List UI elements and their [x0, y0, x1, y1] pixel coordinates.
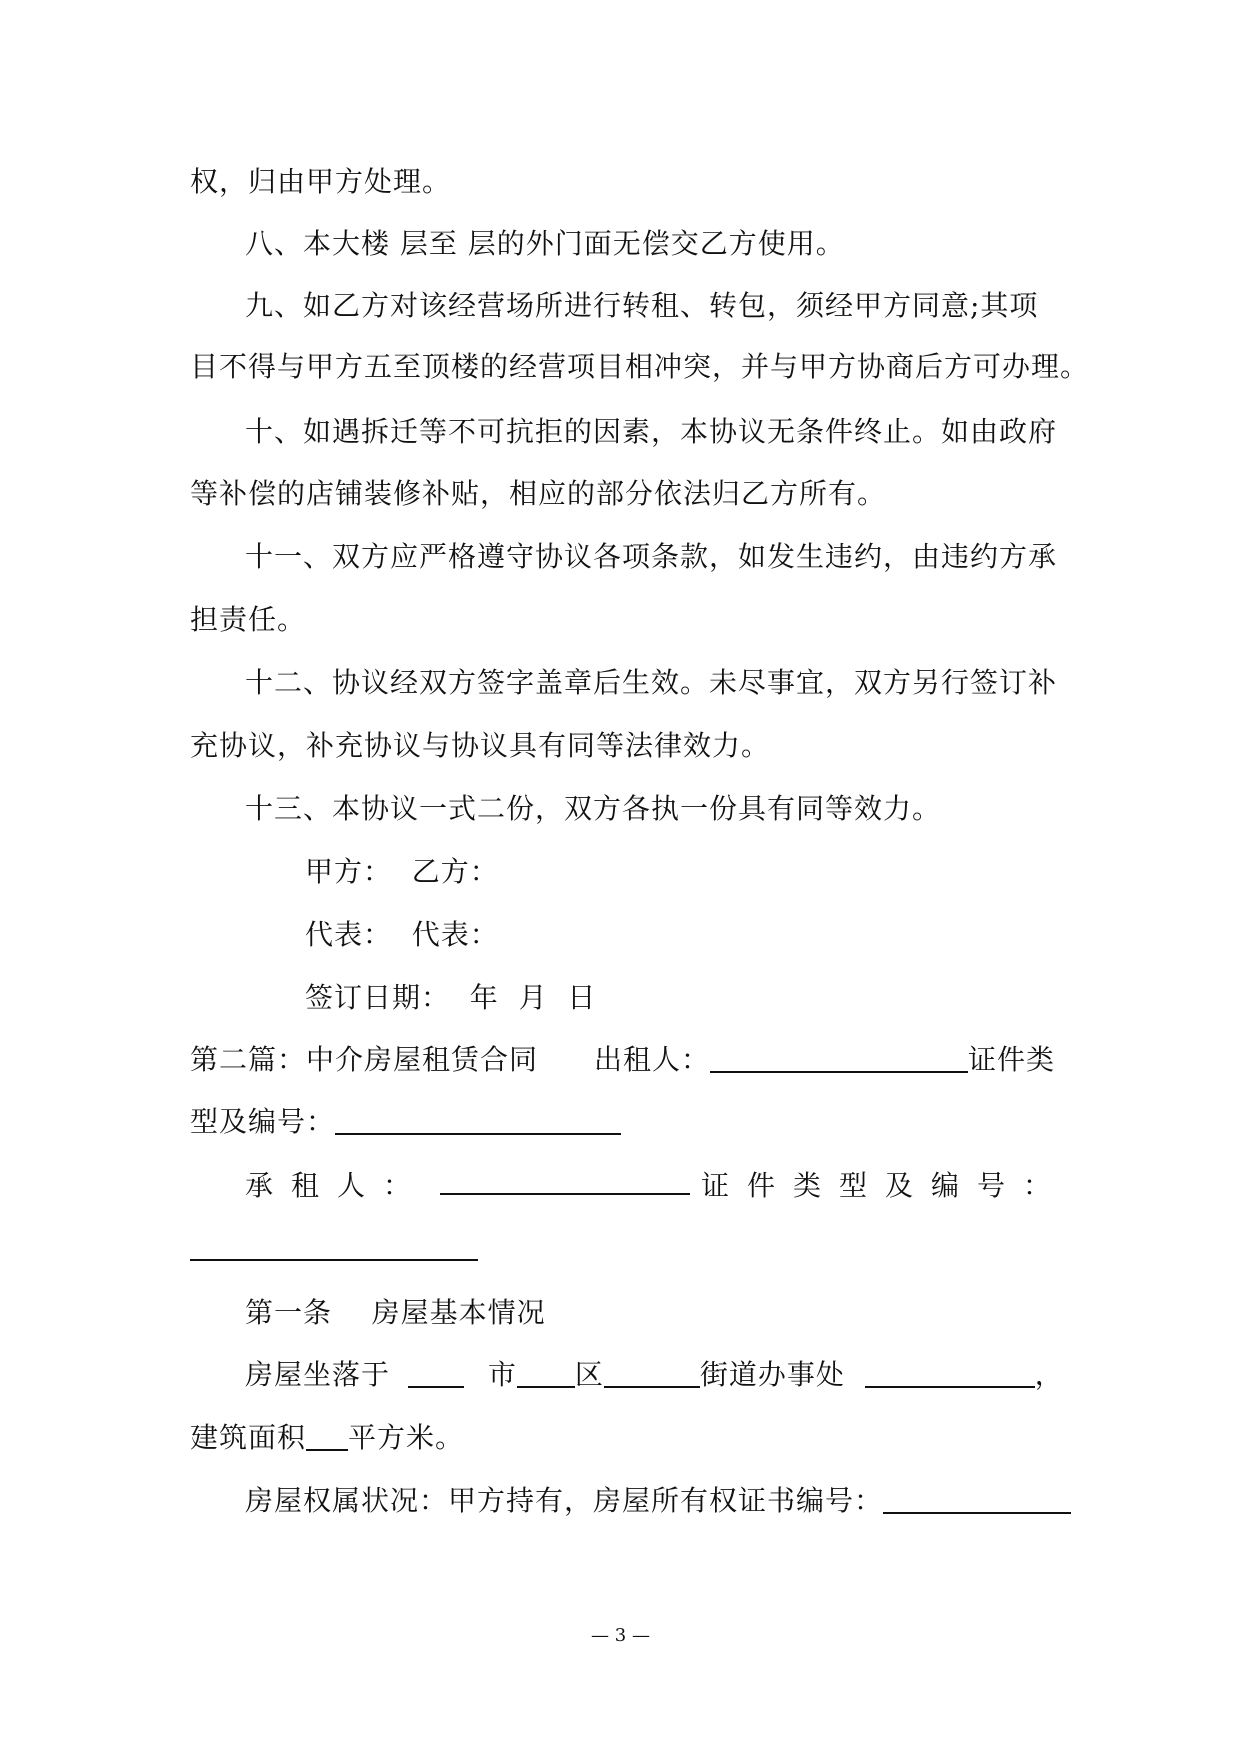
clause-eleven: 十一、双方应严格遵守协议各项条款，如发生违约，由违约方承 — [245, 540, 1058, 573]
clause-twelve: 十二、协议经双方签字盖章后生效。未尽事宜，双方另行签订补 — [245, 666, 1058, 699]
paragraph-line: 担责任。 — [190, 603, 307, 636]
lessor-label: 出租人： — [594, 1043, 711, 1076]
section-two-title: 第二篇：中介房屋租赁合同 — [190, 1043, 539, 1076]
city-blank — [408, 1358, 464, 1388]
page-number: — 3 — — [591, 1625, 650, 1646]
signing-date: 签订日期： 年 月 日 — [305, 981, 597, 1014]
paragraph-line: 等补偿的店铺装修补贴，相应的部分依法归乙方所有。 — [190, 477, 887, 510]
lessee-label: 承租人： — [245, 1169, 430, 1202]
office-blank — [865, 1358, 1035, 1388]
clause-eight: 八、本大楼 层至 层的外门面无偿交乙方使用。 — [245, 227, 845, 260]
ownership-line — [245, 1481, 1121, 1521]
area-label: 建筑面积 — [190, 1421, 307, 1454]
city-label: 市 — [487, 1358, 517, 1391]
clause-nine: 九、如乙方对该经营场所进行转租、转包，须经甲方同意;其项 — [245, 289, 1039, 322]
section-two-header — [190, 1040, 1069, 1080]
clause-thirteen: 十三、本协议一式二份，双方各执一份具有同等效力。 — [245, 792, 942, 825]
property-location-line — [245, 1355, 1069, 1395]
signature-parties: 甲方： 乙方： — [305, 855, 499, 888]
comma: ， — [1034, 1358, 1064, 1391]
area-blank — [306, 1421, 348, 1451]
id-number-label: 型及编号： — [190, 1105, 336, 1138]
area-unit: 平方米。 — [348, 1421, 465, 1454]
area-line — [190, 1418, 1069, 1458]
lessee-id-label: 证件类型及编号： — [700, 1169, 1069, 1202]
certificate-blank — [883, 1484, 1071, 1514]
street-office-label: 街道办事处 — [699, 1358, 845, 1391]
paragraph-line: 权，归由甲方处理。 — [190, 165, 452, 198]
lessor-id-blank — [335, 1105, 621, 1135]
article-one-title: 第一条 房屋基本情况 — [245, 1296, 546, 1329]
paragraph-line: 充协议，补充协议与协议具有同等法律效力。 — [190, 729, 771, 762]
lessor-id-line — [190, 1102, 1069, 1142]
id-type-label: 证件类 — [968, 1043, 1056, 1076]
district-label: 区 — [574, 1358, 604, 1391]
lessee-id-blank — [190, 1231, 478, 1261]
lessor-blank — [710, 1043, 968, 1073]
paragraph-line: 目不得与甲方五至顶楼的经营项目相冲突，并与甲方协商后方可办理。 — [190, 350, 1090, 383]
lessee-blank — [440, 1165, 690, 1195]
ownership-label: 房屋权属状况：甲方持有，房屋所有权证书编号： — [245, 1484, 884, 1517]
district-blank — [517, 1358, 575, 1388]
lessee-line — [245, 1165, 1069, 1206]
clause-ten: 十、如遇拆迁等不可抗拒的因素，本协议无条件终止。如由政府 — [245, 415, 1058, 448]
location-label: 房屋坐落于 — [245, 1358, 391, 1391]
lessee-id-line — [190, 1228, 1069, 1268]
street-blank — [604, 1358, 700, 1388]
signature-representatives: 代表： 代表： — [305, 918, 499, 951]
